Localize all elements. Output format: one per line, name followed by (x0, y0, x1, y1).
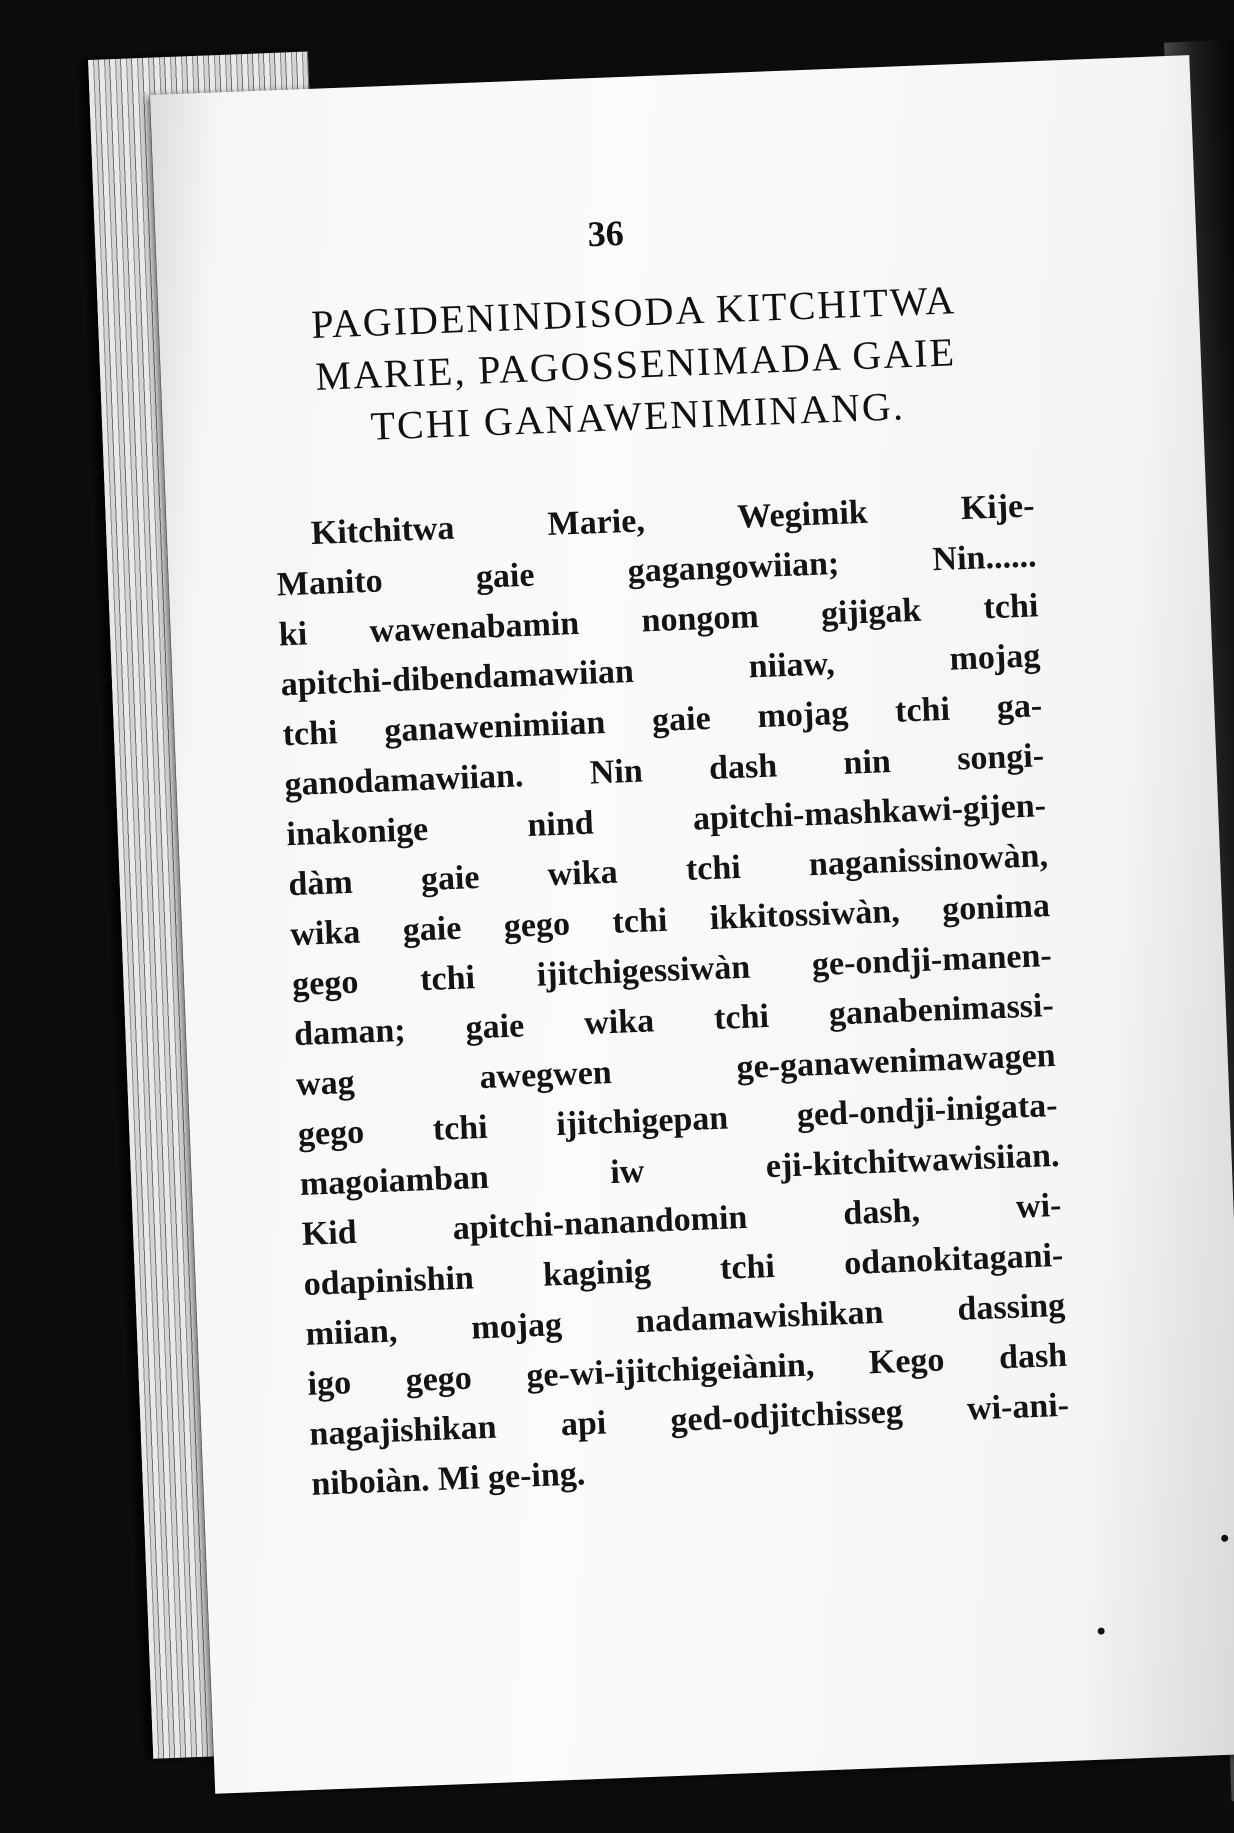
prayer-line: wika gaie gego tchi ikkitossiwàn, gonima (289, 887, 1051, 954)
prayer-line: ki wawenabamin nongom gijigak tchi (278, 587, 1039, 654)
heading-line: MARIE, PAGOSSENIMADA GAIE (314, 329, 957, 399)
prayer-line: Kitchitwa Marie, Wegimik Kije- (310, 487, 1036, 553)
prayer-line: daman; gaie wika tchi ganabenimassi- (293, 986, 1055, 1054)
heading-line: PAGIDENINDISODA KITCHITWA (310, 277, 957, 347)
prayer-line: miian, mojag nadamawishikan dassing (304, 1286, 1066, 1353)
prayer-line: dàm gaie wika tchi naganissinowàn, (287, 837, 1049, 904)
ink-speck (1098, 1627, 1105, 1634)
prayer-line: magoiamban iw eji-kitchitwawisiian. (299, 1136, 1061, 1204)
prayer-body (274, 481, 1072, 1509)
prayer-line: gego tchi ijitchigepan ged-ondji-inigata- (297, 1086, 1059, 1154)
prayer-line: igo gego ge-wi-ijitchigeiànin, Kego dash (306, 1336, 1068, 1403)
prayer-line: apitchi-dibendamawiian niiaw, mojag (280, 637, 1041, 704)
page-content (150, 55, 1234, 1794)
prayer-line: ganodamawiian. Nin dash nin songi- (283, 737, 1045, 804)
prayer-line: wag awegwen ge-ganawenimawagen (295, 1036, 1057, 1104)
heading-line: TCHI GANAWENIMINANG. (369, 383, 906, 449)
prayer-line: odapinishin kaginig tchi odanokitagani- (303, 1236, 1064, 1303)
prayer-heading (238, 271, 1033, 457)
book-page (150, 55, 1234, 1794)
prayer-line: nagajishikan api ged-odjitchisseg wi-ani- (308, 1386, 1070, 1453)
page-number: 36 (586, 212, 625, 255)
prayer-line: gego tchi ijitchigessiwàn ge-ondji-manen- (291, 937, 1053, 1004)
ink-speck (1221, 1535, 1228, 1542)
prayer-line: tchi ganawenimiian gaie mojag tchi ga- (281, 687, 1043, 754)
prayer-line: Manito gaie gagangowiian; Nin...... (276, 537, 1038, 604)
prayer-line: Kid apitchi-nanandomin dash, wi- (301, 1186, 1063, 1253)
prayer-line: niboiàn. Mi ge-ing. (310, 1455, 586, 1503)
prayer-line: inakonige nind apitchi-mashkawi-gijen- (285, 787, 1047, 854)
